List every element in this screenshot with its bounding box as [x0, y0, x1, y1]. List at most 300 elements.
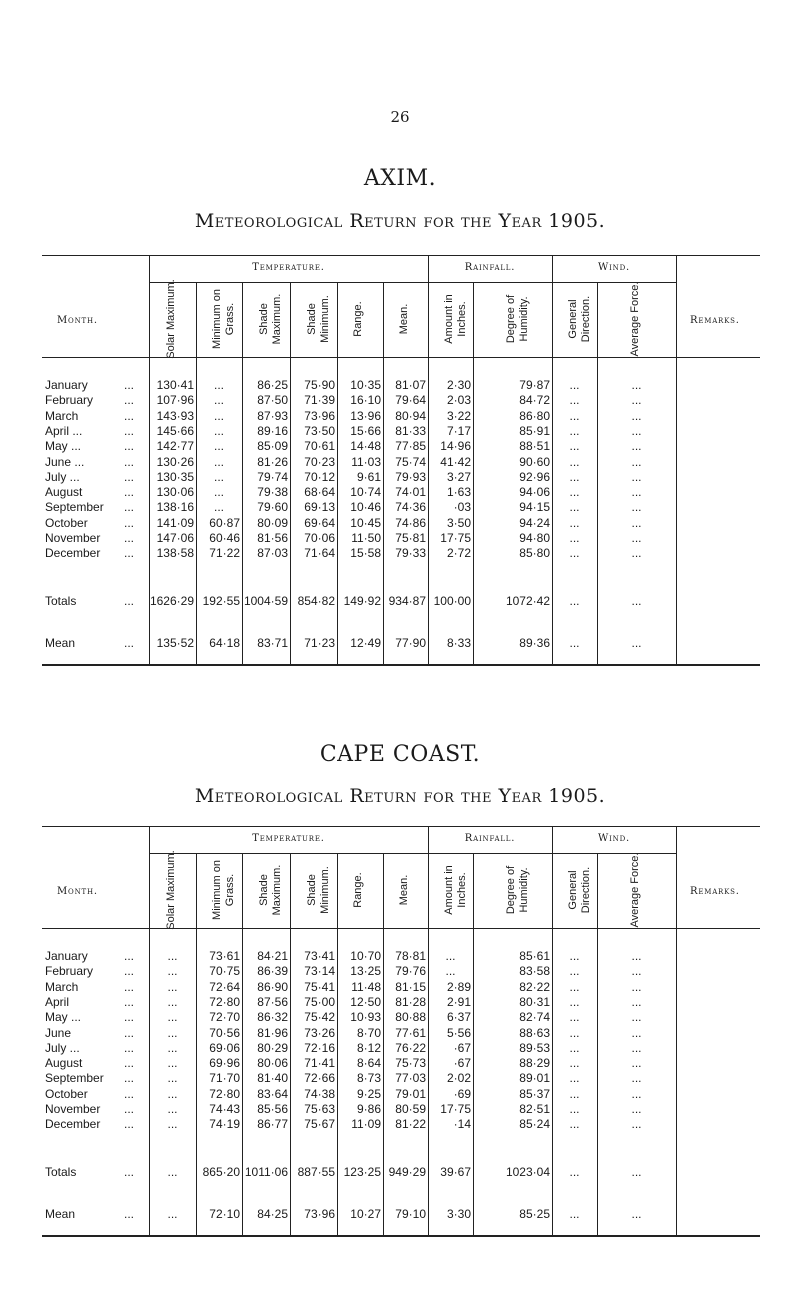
leader-dots: ...: [123, 408, 134, 423]
row-label: October: [45, 515, 88, 530]
leader-dots: ...: [123, 546, 134, 561]
column-header: Mean.: [397, 303, 410, 335]
table-cell: 70·75: [209, 964, 240, 979]
table-cell: ...: [631, 485, 642, 500]
table-cell: 82·74: [519, 1010, 550, 1025]
table-cell: 10·45: [350, 515, 381, 530]
leader-dots: ...: [123, 1086, 134, 1101]
table-cell: 94·15: [519, 500, 550, 515]
row-label: December: [45, 1117, 101, 1132]
table-cell: ...: [631, 1207, 642, 1221]
table-cell: 79·33: [395, 546, 426, 561]
row-label: September: [45, 1071, 104, 1086]
table-cell: ...: [213, 469, 224, 484]
leader-dots: ...: [123, 1010, 134, 1025]
table-cell: 74·43: [209, 1102, 240, 1116]
column-header: General Direction.: [566, 295, 592, 343]
table-cell: ...: [631, 979, 642, 994]
table-cell: ...: [569, 1071, 580, 1086]
table-cell: ...: [569, 1010, 580, 1025]
table-cell: 72·80: [209, 1086, 240, 1101]
table-cell: ...: [569, 546, 580, 561]
row-label: November: [45, 531, 101, 545]
table-cell: 87·93: [257, 408, 288, 423]
table-cell: 79·74: [257, 469, 288, 484]
table-cell: ...: [631, 1117, 642, 1132]
table-cell: ...: [631, 546, 642, 561]
table-cell: 74·86: [395, 515, 426, 530]
table-cell: ...: [167, 994, 178, 1009]
table-cell: 88·51: [519, 439, 550, 454]
leader-dots: ...: [123, 594, 134, 608]
table-cell: 85·25: [519, 1207, 550, 1221]
table-cell: 81·15: [395, 979, 426, 994]
table-cell: 86·80: [519, 408, 550, 423]
table-cell: 15·66: [350, 423, 381, 438]
table-cell: 2·30: [446, 378, 471, 392]
row-label: May ...: [45, 1010, 82, 1025]
table-cell: 130·26: [156, 454, 194, 469]
table-cell: ...: [631, 408, 642, 423]
table-cell: 854·82: [297, 594, 335, 608]
table-cell: ...: [213, 378, 224, 392]
table-cell: ...: [213, 408, 224, 423]
table-cell: 2·02: [446, 1071, 471, 1086]
row-label: July ...: [45, 1040, 80, 1055]
table-cell: 70·56: [209, 1025, 240, 1040]
table-cell: 70·61: [304, 439, 335, 454]
table-cell: 78·81: [395, 949, 426, 963]
row-label: April ...: [45, 423, 83, 438]
rainfall-header: Rainfall.: [464, 262, 516, 273]
leader-dots: ...: [123, 964, 134, 979]
remarks-header: Remarks.: [690, 886, 740, 897]
row-label: Totals: [45, 1165, 77, 1179]
table-cell: 123·25: [343, 1165, 381, 1179]
table-cell: ...: [213, 393, 224, 408]
table-cell: 12·50: [350, 994, 381, 1009]
table-cell: ...: [569, 1040, 580, 1055]
table-cell: ...: [569, 500, 580, 515]
column-header: Degree of Humidity.: [504, 294, 530, 344]
leader-dots: ...: [123, 393, 134, 408]
place-title-axim: AXIM.: [363, 166, 437, 191]
table-cell: 89·01: [519, 1071, 550, 1086]
table-cell: 11·50: [351, 531, 381, 545]
table-cell: ...: [631, 994, 642, 1009]
table-cell: 3·22: [446, 408, 471, 423]
row-label: March: [45, 979, 79, 994]
table-cell: ...: [631, 393, 642, 408]
table-cell: ...: [167, 1102, 178, 1116]
row-label: November: [45, 1102, 101, 1116]
leader-dots: ...: [123, 1056, 134, 1071]
table-cell: 81·96: [257, 1025, 288, 1040]
leader-dots: ...: [123, 454, 134, 469]
table-cell: 71·39: [304, 393, 335, 408]
table-cell: ...: [569, 1025, 580, 1040]
table-cell: ...: [631, 594, 642, 608]
month-header: Month.: [57, 315, 98, 326]
table-cell: ...: [631, 423, 642, 438]
table-cell: ...: [631, 454, 642, 469]
table-cell: 71·70: [209, 1071, 240, 1086]
table-cell: ...: [213, 454, 224, 469]
table-cell: 71·23: [304, 636, 335, 650]
table-cell: 130·41: [156, 378, 194, 392]
table-cell: 142·77: [156, 439, 194, 454]
place-title-cape-coast: CAPE COAST.: [319, 742, 481, 767]
leader-dots: ...: [123, 485, 134, 500]
table-cell: ...: [569, 1117, 580, 1132]
table-cell: 1023·04: [505, 1165, 550, 1179]
leader-dots: ...: [123, 994, 134, 1009]
table-cell: ...: [631, 1010, 642, 1025]
table-cell: 72·70: [209, 1010, 240, 1025]
table-cell: ...: [167, 949, 178, 963]
leader-dots: ...: [123, 423, 134, 438]
table-cell: 934·87: [388, 594, 426, 608]
table-cell: 3·50: [446, 515, 471, 530]
table-cell: ...: [167, 1117, 178, 1132]
table-cell: 15·58: [350, 546, 381, 561]
table-cell: 81·07: [395, 378, 426, 392]
table-title-cape-coast: Meteorological Return for the Year 1905.: [194, 785, 606, 807]
table-cell: 81·56: [257, 531, 288, 545]
column-header: Amount in Inches.: [442, 294, 468, 344]
table-cell: 17·75: [440, 1102, 471, 1116]
table-cell: 89·53: [519, 1040, 550, 1055]
table-cell: ...: [213, 423, 224, 438]
table-cell: 72·66: [304, 1071, 335, 1086]
table-cell: ...: [167, 964, 178, 979]
table-cell: 76·22: [395, 1040, 426, 1055]
table-cell: ...: [631, 469, 642, 484]
table-cell: 86·32: [257, 1010, 288, 1025]
row-label: August: [45, 1056, 83, 1071]
table-cell: 84·21: [257, 949, 288, 963]
column-header: General Direction.: [566, 866, 592, 914]
table-cell: 79·87: [519, 378, 550, 392]
table-cell: 88·29: [519, 1056, 550, 1071]
leader-dots: ...: [123, 515, 134, 530]
table-cell: 1626·29: [149, 594, 194, 608]
table-cell: 77·61: [395, 1025, 426, 1040]
table-cell: 143·93: [156, 408, 194, 423]
column-header: Shade Maximum.: [258, 864, 283, 916]
table-cell: 2·91: [446, 994, 471, 1009]
table-cell: 85·09: [257, 439, 288, 454]
table-cell: 83·58: [519, 964, 550, 979]
column-header: Solar Maximum.: [164, 850, 177, 930]
table-cell: ...: [569, 964, 580, 979]
table-cell: ·03: [453, 500, 471, 515]
table-cell: 8·12: [356, 1040, 381, 1055]
table-cell: 80·29: [257, 1040, 288, 1055]
table-cell: 85·37: [519, 1086, 550, 1101]
table-cell: 7·17: [446, 423, 471, 438]
table-cell: 887·55: [297, 1165, 335, 1179]
table-cell: 79·10: [395, 1207, 426, 1221]
table-cell: ...: [445, 949, 456, 963]
column-header: Shade Minimum.: [305, 866, 331, 914]
table-cell: ...: [569, 594, 580, 608]
table-cell: ...: [167, 1165, 178, 1179]
table-cell: 39·67: [440, 1165, 471, 1179]
table-cell: 64·18: [209, 636, 240, 650]
table-cell: ...: [167, 1010, 178, 1025]
leader-dots: ...: [123, 949, 134, 963]
table-cell: ...: [569, 1102, 580, 1116]
table-cell: 80·31: [519, 994, 550, 1009]
table-cell: 77·03: [395, 1071, 426, 1086]
table-cell: 92·96: [519, 469, 550, 484]
table-cell: 89·36: [519, 636, 550, 650]
table-cell: 72·80: [209, 994, 240, 1009]
table-cell: 1004·59: [243, 594, 288, 608]
leader-dots: ...: [123, 439, 134, 454]
column-header: Solar Maximum.: [164, 279, 177, 359]
table-title-axim: Meteorological Return for the Year 1905.: [194, 210, 606, 232]
table-cell: ...: [167, 1071, 178, 1086]
table-cell: 82·22: [519, 979, 550, 994]
table-cell: 73·14: [304, 964, 335, 979]
table-cell: 81·33: [395, 423, 426, 438]
table-cell: 10·93: [350, 1010, 381, 1025]
table-cell: 865·20: [202, 1165, 240, 1179]
column-header: Amount in Inches.: [442, 865, 468, 915]
wind-header: Wind.: [598, 262, 630, 273]
table-cell: 2·03: [446, 393, 471, 408]
column-header: Range.: [352, 301, 364, 337]
table-cell: 75·81: [395, 531, 426, 545]
table-cell: 79·60: [257, 500, 288, 515]
row-label: March: [45, 408, 79, 423]
table-cell: 13·25: [350, 964, 381, 979]
table-cell: 86·77: [257, 1117, 288, 1132]
table-cell: 80·59: [395, 1102, 426, 1116]
table-cell: ...: [631, 531, 642, 545]
table-cell: 74·38: [304, 1086, 335, 1101]
table-cell: 71·41: [304, 1056, 335, 1071]
row-label: February: [45, 964, 94, 979]
table-cell: 60·46: [209, 531, 240, 545]
table-cell: ...: [167, 1040, 178, 1055]
table-cell: ·69: [453, 1086, 471, 1101]
row-label: June ...: [45, 454, 85, 469]
table-cell: 10·27: [350, 1207, 381, 1221]
table-cell: 75·00: [304, 994, 335, 1009]
table-cell: 192·55: [202, 594, 240, 608]
temperature-header: Temperature.: [252, 833, 325, 844]
table-cell: 145·66: [156, 423, 194, 438]
month-header: Month.: [57, 886, 98, 897]
temperature-header: Temperature.: [252, 262, 325, 273]
table-cell: 79·76: [395, 964, 426, 979]
table-cell: ...: [631, 500, 642, 515]
table-cell: 147·06: [156, 531, 194, 545]
table-cell: ·67: [453, 1056, 471, 1071]
table-cell: 74·19: [209, 1117, 240, 1132]
table-cell: 9·86: [356, 1102, 381, 1116]
table-cell: ...: [569, 408, 580, 423]
table-cell: ...: [569, 979, 580, 994]
table-cell: 85·80: [519, 546, 550, 561]
table-cell: 130·06: [156, 485, 194, 500]
leader-dots: ...: [123, 1102, 134, 1116]
table-cell: 75·74: [395, 454, 426, 469]
table-cell: 72·16: [304, 1040, 335, 1055]
table-cell: 94·06: [519, 485, 550, 500]
table-cell: ...: [631, 949, 642, 963]
table-cell: 86·25: [257, 378, 288, 392]
table-cell: 16·10: [350, 393, 381, 408]
table-cell: 75·67: [304, 1117, 335, 1132]
table-cell: ...: [167, 1025, 178, 1040]
table-cell: ...: [631, 964, 642, 979]
row-label: August: [45, 485, 83, 500]
table-cell: 3·30: [446, 1207, 471, 1221]
leader-dots: ...: [123, 1165, 134, 1179]
table-cell: 9·61: [356, 469, 381, 484]
table-cell: 83·64: [257, 1086, 288, 1101]
table-cell: 72·10: [209, 1207, 240, 1221]
table-cell: 87·03: [257, 546, 288, 561]
wind-header: Wind.: [598, 833, 630, 844]
leader-dots: ...: [123, 1071, 134, 1086]
table-cell: 75·42: [304, 1010, 335, 1025]
table-cell: 14·96: [440, 439, 471, 454]
table-cell: 130·35: [156, 469, 194, 484]
table-cell: 1·63: [446, 485, 471, 500]
column-header: Minimum on Grass.: [211, 289, 236, 349]
table-cell: 69·13: [304, 500, 335, 515]
table-cell: 85·61: [519, 949, 550, 963]
leader-dots: ...: [123, 636, 134, 650]
table-cell: 84·25: [257, 1207, 288, 1221]
column-header: Degree of Humidity.: [504, 865, 530, 915]
table-cell: 1072·42: [505, 594, 550, 608]
row-label: January: [45, 378, 88, 392]
table-cell: 81·40: [257, 1071, 288, 1086]
row-label: July ...: [45, 469, 80, 484]
table-cell: 85·24: [519, 1117, 550, 1132]
table-cell: ...: [631, 1056, 642, 1071]
table-cell: ...: [569, 469, 580, 484]
column-header: Minimum on Grass.: [211, 860, 236, 920]
table-cell: 5·56: [446, 1025, 471, 1040]
table-cell: 138·16: [156, 500, 194, 515]
table-cell: 70·06: [304, 531, 335, 545]
row-label: April: [45, 994, 70, 1009]
remarks-header: Remarks.: [690, 315, 740, 326]
table-cell: ...: [167, 1086, 178, 1101]
table-cell: ...: [631, 1102, 642, 1116]
table-cell: ...: [569, 531, 580, 545]
table-cell: 74·36: [395, 500, 426, 515]
table-cell: 73·26: [304, 1025, 335, 1040]
table-cell: 8·64: [356, 1056, 381, 1071]
table-cell: 86·39: [257, 964, 288, 979]
table-cell: 13·96: [350, 408, 381, 423]
row-label: June: [45, 1025, 72, 1040]
table-cell: 79·38: [257, 485, 288, 500]
table-cell: 79·64: [395, 393, 426, 408]
table-cell: 71·64: [304, 546, 335, 561]
table-cell: 79·93: [395, 469, 426, 484]
table-cell: 87·50: [257, 393, 288, 408]
table-cell: 94·24: [519, 515, 550, 530]
table-cell: 14·48: [350, 439, 381, 454]
leader-dots: ...: [123, 1040, 134, 1055]
table-cell: 68·64: [304, 485, 335, 500]
table-cell: 12·49: [350, 636, 381, 650]
leader-dots: ...: [123, 1117, 134, 1132]
table-cell: 73·96: [304, 1207, 335, 1221]
table-cell: ...: [631, 1040, 642, 1055]
leader-dots: ...: [123, 531, 134, 545]
leader-dots: ...: [123, 378, 134, 392]
table-cell: 11·03: [351, 454, 381, 469]
table-cell: 84·72: [519, 393, 550, 408]
row-label: Mean: [45, 1207, 76, 1221]
table-cell: 3·27: [446, 469, 471, 484]
row-label: October: [45, 1086, 88, 1101]
table-cell: 88·63: [519, 1025, 550, 1040]
table-cell: 70·23: [304, 454, 335, 469]
table-cell: ...: [569, 439, 580, 454]
table-cell: ...: [631, 515, 642, 530]
table-cell: ...: [167, 979, 178, 994]
table-cell: ·14: [453, 1117, 471, 1132]
leader-dots: ...: [123, 1207, 134, 1221]
row-label: January: [45, 949, 88, 963]
leader-dots: ...: [123, 500, 134, 515]
table-cell: 75·90: [304, 378, 335, 392]
table-cell: ...: [445, 964, 456, 979]
cape-coast-table: [42, 826, 760, 1236]
table-cell: ...: [569, 949, 580, 963]
column-header: Average Force.: [628, 281, 641, 357]
table-cell: 41·42: [440, 454, 471, 469]
table-cell: ...: [631, 1025, 642, 1040]
row-label: Totals: [45, 594, 77, 608]
table-cell: 17·75: [440, 531, 471, 545]
table-cell: ...: [213, 485, 224, 500]
table-cell: ...: [569, 515, 580, 530]
table-cell: 77·90: [395, 636, 426, 650]
table-cell: 73·41: [304, 949, 335, 963]
column-header: Shade Minimum.: [305, 295, 331, 343]
table-cell: 73·61: [209, 949, 240, 963]
table-cell: 10·35: [350, 378, 381, 392]
table-cell: ...: [569, 1165, 580, 1179]
table-cell: 81·26: [257, 454, 288, 469]
table-cell: 89·16: [257, 423, 288, 438]
row-label: December: [45, 546, 101, 561]
table-cell: ...: [631, 378, 642, 392]
table-cell: 70·12: [304, 469, 335, 484]
column-header: Mean.: [397, 874, 410, 906]
table-cell: 85·56: [257, 1102, 288, 1116]
table-cell: ·67: [453, 1040, 471, 1055]
table-cell: 75·41: [304, 979, 335, 994]
column-header: Average Force.: [628, 852, 641, 928]
table-cell: 8·33: [446, 636, 471, 650]
row-label: May ...: [45, 439, 82, 454]
column-header: Range.: [352, 872, 364, 908]
table-cell: 11·48: [351, 979, 381, 994]
